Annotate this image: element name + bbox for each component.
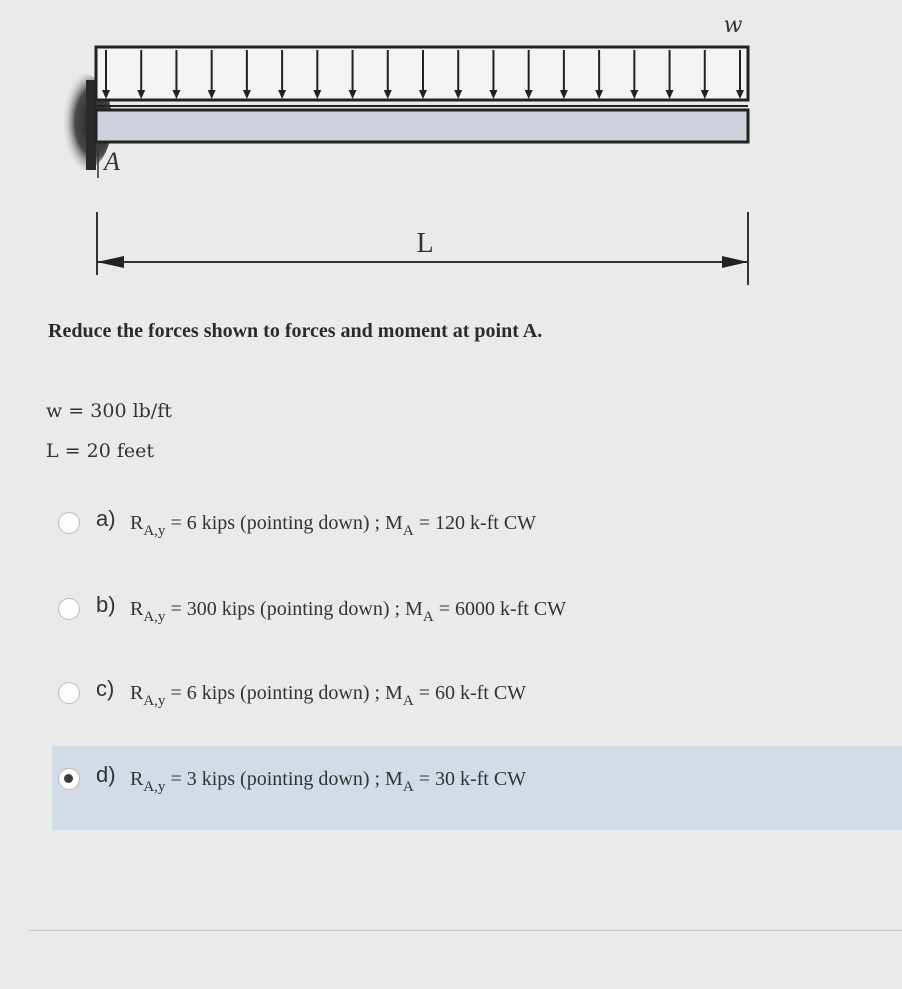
option-d[interactable] xyxy=(52,746,902,830)
option-text: $R_{A,y} = 6$ kips (pointing down) ; $M_A = 60$ k-ft CW xyxy=(130,682,527,709)
dimension-arrow-left xyxy=(97,256,124,268)
beam xyxy=(96,110,748,142)
divider xyxy=(28,930,902,931)
radio-c[interactable] xyxy=(58,682,80,704)
support-label-a: A xyxy=(104,147,120,176)
option-letter: d) xyxy=(96,762,116,787)
option-text: $R_{A,y} = 300$ kips (pointing down) ; $M_A = 6000$ k-ft CW xyxy=(130,598,567,625)
option-letter: a) xyxy=(96,506,116,531)
option-a[interactable] xyxy=(52,490,902,574)
option-text: $R_{A,y} = 6$ kips (pointing down) ; $M_A = 120$ k-ft CW xyxy=(130,512,537,539)
radio-a[interactable] xyxy=(58,512,80,534)
option-letter: b) xyxy=(96,592,116,617)
option-c[interactable] xyxy=(52,660,902,744)
load-label-w: w xyxy=(723,13,743,38)
given-w: w = 300 lb/ft xyxy=(46,400,172,422)
dimension-arrow-right xyxy=(722,256,748,268)
given-l: L = 20 feet xyxy=(46,440,154,462)
option-b[interactable] xyxy=(52,576,902,660)
beam-diagram xyxy=(0,0,902,300)
radio-b[interactable] xyxy=(58,598,80,620)
radio-d[interactable] xyxy=(58,768,80,790)
option-letter: c) xyxy=(96,676,115,701)
length-label-l: L xyxy=(416,228,434,259)
question-text: Reduce the forces shown to forces and moment at point A. xyxy=(48,320,543,342)
option-text: $R_{A,y} = 3$ kips (pointing down) ; $M_A = 30$ k-ft CW xyxy=(130,768,527,795)
